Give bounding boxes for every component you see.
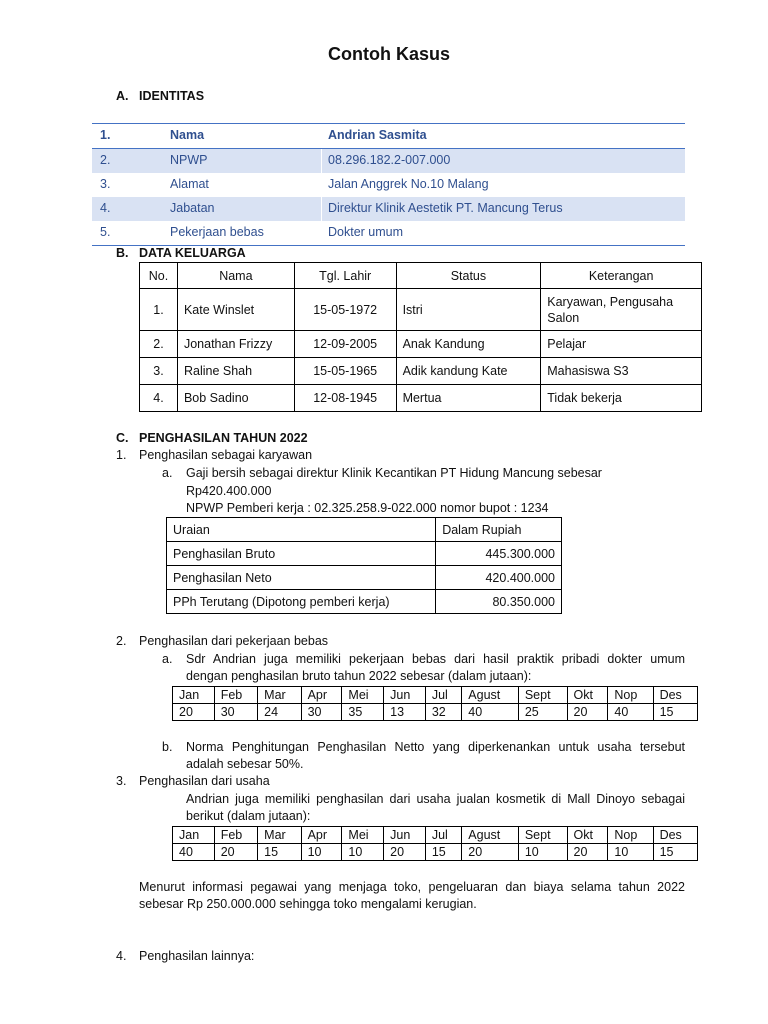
- family-row: [140, 358, 702, 385]
- identity-value: Andrian Sasmita: [328, 128, 427, 142]
- column-header: Tgl. Lahir: [294, 263, 396, 289]
- value-cell: 10: [608, 844, 653, 861]
- item-label: 1.: [116, 448, 127, 462]
- value-cell: 20: [214, 844, 257, 861]
- month-cell: Jan: [173, 827, 215, 844]
- income-value: 80.350.000: [436, 590, 562, 614]
- month-cell: Jul: [425, 827, 461, 844]
- column-header: Dalam Rupiah: [436, 518, 562, 542]
- item-2a-label: a.: [162, 652, 173, 666]
- income-row: [167, 542, 562, 566]
- month-cell: Agust: [462, 827, 519, 844]
- section-c-title: PENGHASILAN TAHUN 2022: [139, 431, 308, 445]
- family-note: Tidak bekerja: [541, 385, 702, 412]
- family-note: Karyawan, Pengusaha Salon: [541, 289, 702, 331]
- family-no: 3.: [140, 358, 178, 385]
- month-cell: Agust: [462, 687, 519, 704]
- month-cell: Nop: [608, 687, 653, 704]
- month-cell: Jan: [173, 687, 215, 704]
- income-header-row: [167, 518, 562, 542]
- identity-field: NPWP: [170, 153, 208, 167]
- month-cell: Apr: [301, 687, 342, 704]
- month-cell: Feb: [214, 687, 257, 704]
- value-cell: 40: [173, 844, 215, 861]
- month-cell: Mar: [258, 827, 301, 844]
- value-cell: 15: [653, 704, 697, 721]
- identity-value: Direktur Klinik Aestetik PT. Mancung Terus: [328, 201, 563, 215]
- identity-no: 2.: [100, 153, 111, 167]
- family-name: Raline Shah: [177, 358, 294, 385]
- month-header-row: [173, 687, 698, 704]
- family-dob: 15-05-1972: [294, 289, 396, 331]
- family-status: Anak Kandung: [396, 331, 541, 358]
- income-value: 420.400.000: [436, 566, 562, 590]
- family-status: Mertua: [396, 385, 541, 412]
- value-cell: 32: [425, 704, 461, 721]
- identity-row: [92, 173, 685, 197]
- identity-no: 3.: [100, 177, 111, 191]
- identity-value: Dokter umum: [328, 225, 404, 239]
- family-status: Istri: [396, 289, 541, 331]
- item-3-label: 3.: [116, 774, 127, 788]
- column-header: Keterangan: [541, 263, 702, 289]
- item-1a-line3: NPWP Pemberi kerja : 02.325.258.9-022.000 nomor bupot : 1234: [186, 501, 549, 515]
- family-note: Pelajar: [541, 331, 702, 358]
- month-cell: Mei: [342, 687, 384, 704]
- month-cell: Sept: [518, 827, 567, 844]
- identity-row: [92, 221, 685, 245]
- value-cell: 20: [567, 704, 608, 721]
- item-1-title: Penghasilan sebagai karyawan: [139, 448, 313, 462]
- item-1a-label: a.: [162, 466, 173, 480]
- item-2a-line1: Sdr Andrian juga memiliki pekerjaan bebas dari hasil praktik pribadi dokter umum: [186, 652, 685, 666]
- family-name: Kate Winslet: [177, 289, 294, 331]
- month-header-row: [173, 827, 698, 844]
- family-dob: 12-09-2005: [294, 331, 396, 358]
- section-a-title: IDENTITAS: [139, 89, 205, 103]
- month-cell: Apr: [301, 827, 342, 844]
- family-no: 4.: [140, 385, 178, 412]
- item-2-title: Penghasilan dari pekerjaan bebas: [139, 634, 329, 648]
- item-2a-text: [186, 651, 685, 685]
- identity-field: Alamat: [170, 177, 209, 191]
- month-cell: Okt: [567, 827, 608, 844]
- identity-field: Pekerjaan bebas: [170, 225, 264, 239]
- value-cell: 15: [425, 844, 461, 861]
- column-divider: [321, 149, 322, 173]
- column-header: Nama: [177, 263, 294, 289]
- family-row: [140, 385, 702, 412]
- value-cell: 10: [342, 844, 384, 861]
- value-cell: 30: [214, 704, 257, 721]
- value-cell: 40: [462, 704, 519, 721]
- item-2b-label: b.: [162, 740, 173, 754]
- item-3-text: [186, 791, 685, 825]
- income-label: Penghasilan Bruto: [167, 542, 436, 566]
- identity-value: 08.296.182.2-007.000: [328, 153, 451, 167]
- business-note-line1: Menurut informasi pegawai yang menjaga toko, pengeluaran dan biaya selama tahun 2022: [139, 880, 685, 894]
- month-cell: Sept: [518, 687, 567, 704]
- section-b-title: DATA KELUARGA: [139, 246, 246, 260]
- value-cell: 20: [173, 704, 215, 721]
- value-cell: 15: [258, 844, 301, 861]
- family-table: [139, 262, 702, 412]
- identity-row: [92, 124, 685, 149]
- family-dob: 12-08-1945: [294, 385, 396, 412]
- income-row: [167, 590, 562, 614]
- column-divider: [321, 197, 322, 221]
- month-cell: Jun: [384, 687, 426, 704]
- family-status: Adik kandung Kate: [396, 358, 541, 385]
- family-name: Jonathan Frizzy: [177, 331, 294, 358]
- identity-value: Jalan Anggrek No.10 Malang: [328, 177, 489, 191]
- identity-no: 4.: [100, 201, 111, 215]
- identity-field: Jabatan: [170, 201, 215, 215]
- item-4-label: 4.: [116, 949, 127, 963]
- value-cell: 20: [462, 844, 519, 861]
- income-value: 445.300.000: [436, 542, 562, 566]
- income-label: PPh Terutang (Dipotong pemberi kerja): [167, 590, 436, 614]
- income-table: [166, 517, 562, 614]
- item-3-title: Penghasilan dari usaha: [139, 774, 270, 788]
- family-no: 1.: [140, 289, 178, 331]
- page-title: Contoh Kasus: [327, 44, 450, 64]
- value-cell: 15: [653, 844, 697, 861]
- family-name: Bob Sadino: [177, 385, 294, 412]
- value-cell: 40: [608, 704, 653, 721]
- value-cell: 10: [518, 844, 567, 861]
- item-1-heading: [116, 447, 126, 464]
- month-cell: Mar: [258, 687, 301, 704]
- item-3-line2: berikut (dalam jutaan):: [186, 809, 311, 823]
- value-cell: 20: [567, 844, 608, 861]
- value-cell: 13: [384, 704, 426, 721]
- identity-row: [92, 197, 685, 221]
- value-cell: 30: [301, 704, 342, 721]
- item-2b-text: [186, 739, 685, 773]
- section-a-label: A.: [116, 89, 129, 103]
- identity-no: 1.: [100, 128, 111, 142]
- identity-no: 5.: [100, 225, 111, 239]
- income-row: [167, 566, 562, 590]
- identity-row: [92, 149, 685, 173]
- freelance-income-table: [172, 686, 698, 721]
- family-row: [140, 331, 702, 358]
- family-no: 2.: [140, 331, 178, 358]
- value-cell: 24: [258, 704, 301, 721]
- month-cell: Nop: [608, 827, 653, 844]
- business-note: [139, 879, 685, 913]
- item-2a-line2: dengan penghasilan bruto tahun 2022 sebesar (dalam jutaan):: [186, 669, 532, 683]
- item-2b-line2: adalah sebesar 50%.: [186, 757, 304, 771]
- value-cell: 25: [518, 704, 567, 721]
- value-cell: 35: [342, 704, 384, 721]
- freelance-value-row: [173, 704, 698, 721]
- item-1a-line1: Gaji bersih sebagai direktur Klinik Kecantikan PT Hidung Mancung sebesar: [186, 466, 602, 480]
- month-cell: Des: [653, 687, 697, 704]
- business-value-row: [173, 844, 698, 861]
- income-label: Penghasilan Neto: [167, 566, 436, 590]
- identity-field: Nama: [170, 128, 205, 142]
- value-cell: 20: [384, 844, 426, 861]
- month-cell: Mei: [342, 827, 384, 844]
- item-2-label: 2.: [116, 634, 127, 648]
- month-cell: Feb: [214, 827, 257, 844]
- item-4-title: Penghasilan lainnya:: [139, 949, 255, 963]
- month-cell: Okt: [567, 687, 608, 704]
- family-dob: 15-05-1965: [294, 358, 396, 385]
- business-income-table: [172, 826, 698, 861]
- family-header-row: [140, 263, 702, 289]
- value-cell: 10: [301, 844, 342, 861]
- identity-table: [92, 123, 685, 246]
- family-note: Mahasiswa S3: [541, 358, 702, 385]
- column-header: Status: [396, 263, 541, 289]
- business-note-line2: sebesar Rp 250.000.000 sehingga toko mengalami kerugian.: [139, 897, 477, 911]
- column-header: Uraian: [167, 518, 436, 542]
- section-c-label: C.: [116, 431, 129, 445]
- item-1a-line2: Rp420.400.000: [186, 484, 272, 498]
- month-cell: Jul: [425, 687, 461, 704]
- item-2b-line1: Norma Penghitungan Penghasilan Netto yang diperkenankan untuk usaha tersebut: [186, 740, 685, 754]
- month-cell: Des: [653, 827, 697, 844]
- month-cell: Jun: [384, 827, 426, 844]
- family-row: [140, 289, 702, 331]
- column-header: No.: [140, 263, 178, 289]
- section-b-label: B.: [116, 246, 129, 260]
- item-3-line1: Andrian juga memiliki penghasilan dari usaha jualan kosmetik di Mall Dinoyo sebagai: [186, 792, 685, 806]
